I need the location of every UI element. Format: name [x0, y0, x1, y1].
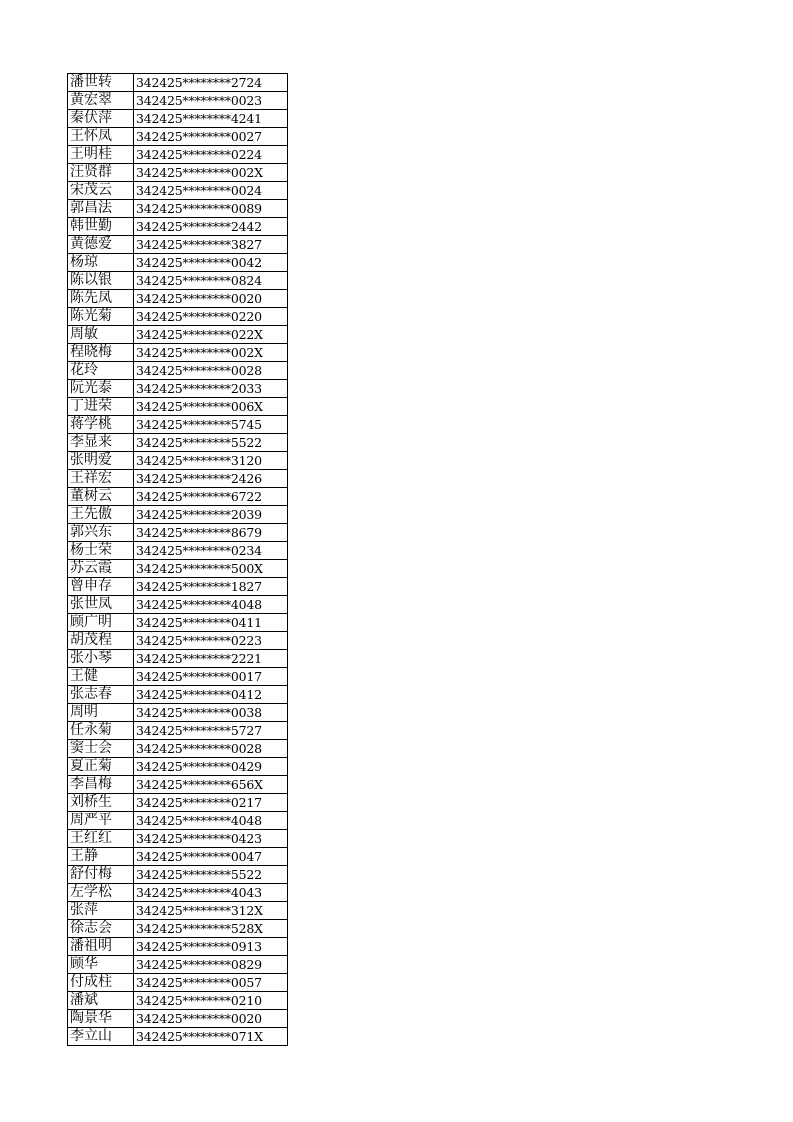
- name-cell[interactable]: 左学松: [68, 884, 134, 902]
- id-number-cell[interactable]: 342425********0829: [134, 956, 288, 974]
- name-cell[interactable]: 王怀凤: [68, 128, 134, 146]
- id-number-cell[interactable]: 342425********2442: [134, 218, 288, 236]
- table-row: [68, 182, 288, 200]
- table-row: [68, 542, 288, 560]
- id-number-cell[interactable]: 342425********0913: [134, 938, 288, 956]
- id-number-cell[interactable]: 342425********0220: [134, 308, 288, 326]
- name-cell[interactable]: 胡茂程: [68, 632, 134, 650]
- table-row: [68, 920, 288, 938]
- name-cell[interactable]: 黄德爱: [68, 236, 134, 254]
- id-number-cell[interactable]: 342425********0824: [134, 272, 288, 290]
- id-number-cell[interactable]: 342425********0038: [134, 704, 288, 722]
- table-row: [68, 218, 288, 236]
- name-cell[interactable]: 任永菊: [68, 722, 134, 740]
- id-number-cell[interactable]: 342425********0020: [134, 290, 288, 308]
- id-number-cell[interactable]: 342425********2039: [134, 506, 288, 524]
- table-row: [68, 164, 288, 182]
- id-number-cell[interactable]: 342425********2426: [134, 470, 288, 488]
- table-row: [68, 92, 288, 110]
- name-cell[interactable]: 潘斌: [68, 992, 134, 1010]
- name-cell[interactable]: 陈以银: [68, 272, 134, 290]
- table-row: [68, 470, 288, 488]
- table-row: [68, 578, 288, 596]
- id-number-cell[interactable]: 342425********500X: [134, 560, 288, 578]
- table-row: [68, 866, 288, 884]
- table-row: [68, 236, 288, 254]
- id-number-cell[interactable]: 342425********3827: [134, 236, 288, 254]
- name-cell[interactable]: 董树云: [68, 488, 134, 506]
- id-number-cell[interactable]: 342425********5522: [134, 866, 288, 884]
- name-cell[interactable]: 周敏: [68, 326, 134, 344]
- name-cell[interactable]: 郭兴东: [68, 524, 134, 542]
- name-cell[interactable]: 顾广明: [68, 614, 134, 632]
- table-row: [68, 398, 288, 416]
- name-cell[interactable]: 徐志会: [68, 920, 134, 938]
- name-cell[interactable]: 王明桂: [68, 146, 134, 164]
- table-row: [68, 380, 288, 398]
- id-number-cell[interactable]: 342425********022X: [134, 326, 288, 344]
- table-row: [68, 704, 288, 722]
- name-cell[interactable]: 花玲: [68, 362, 134, 380]
- id-number-cell[interactable]: 342425********656X: [134, 776, 288, 794]
- name-cell[interactable]: 宋茂云: [68, 182, 134, 200]
- name-cell[interactable]: 王红红: [68, 830, 134, 848]
- id-number-cell[interactable]: 342425********0057: [134, 974, 288, 992]
- name-cell[interactable]: 窦士会: [68, 740, 134, 758]
- table-row: [68, 848, 288, 866]
- id-number-cell[interactable]: 342425********2724: [134, 74, 288, 92]
- name-cell[interactable]: 张小琴: [68, 650, 134, 668]
- table-row: [68, 128, 288, 146]
- id-number-cell[interactable]: 342425********5727: [134, 722, 288, 740]
- name-cell[interactable]: 阮光泰: [68, 380, 134, 398]
- table-row: [68, 776, 288, 794]
- name-cell[interactable]: 张世凤: [68, 596, 134, 614]
- table-row: [68, 326, 288, 344]
- table-row: [68, 758, 288, 776]
- id-number-cell[interactable]: 342425********0024: [134, 182, 288, 200]
- id-number-cell[interactable]: 342425********8679: [134, 524, 288, 542]
- id-number-cell[interactable]: 342425********528X: [134, 920, 288, 938]
- table-row: [68, 668, 288, 686]
- name-cell[interactable]: 陈先凤: [68, 290, 134, 308]
- name-cell[interactable]: 夏正菊: [68, 758, 134, 776]
- table-row: [68, 74, 288, 92]
- id-number-cell[interactable]: 342425********0020: [134, 1010, 288, 1028]
- name-cell[interactable]: 李昌梅: [68, 776, 134, 794]
- id-number-cell[interactable]: 342425********2221: [134, 650, 288, 668]
- table-row: [68, 830, 288, 848]
- table-row: [68, 416, 288, 434]
- table-row: [68, 488, 288, 506]
- id-number-cell[interactable]: 342425********0217: [134, 794, 288, 812]
- name-cell[interactable]: 潘世转: [68, 74, 134, 92]
- id-number-cell[interactable]: 342425********002X: [134, 344, 288, 362]
- name-cell[interactable]: 陈光菊: [68, 308, 134, 326]
- name-cell[interactable]: 张志春: [68, 686, 134, 704]
- id-number-cell[interactable]: 342425********0234: [134, 542, 288, 560]
- name-cell[interactable]: 付成柱: [68, 974, 134, 992]
- id-number-cell[interactable]: 342425********0223: [134, 632, 288, 650]
- id-number-cell[interactable]: 342425********0028: [134, 740, 288, 758]
- table-row: [68, 812, 288, 830]
- name-cell[interactable]: 曾申存: [68, 578, 134, 596]
- id-number-cell[interactable]: 342425********006X: [134, 398, 288, 416]
- id-number-cell[interactable]: 342425********0023: [134, 92, 288, 110]
- name-cell[interactable]: 黄宏翠: [68, 92, 134, 110]
- id-number-cell[interactable]: 342425********0042: [134, 254, 288, 272]
- table-row: [68, 740, 288, 758]
- table-row: [68, 938, 288, 956]
- roster-table: [67, 73, 288, 1046]
- name-cell[interactable]: 顾华: [68, 956, 134, 974]
- table-row: [68, 650, 288, 668]
- name-cell[interactable]: 陶景华: [68, 1010, 134, 1028]
- name-cell[interactable]: 周严平: [68, 812, 134, 830]
- id-number-cell[interactable]: 342425********0028: [134, 362, 288, 380]
- table-row: [68, 452, 288, 470]
- id-number-cell[interactable]: 342425********1827: [134, 578, 288, 596]
- table-row: [68, 344, 288, 362]
- name-cell[interactable]: 张明爱: [68, 452, 134, 470]
- id-number-cell[interactable]: 342425********4048: [134, 596, 288, 614]
- name-cell[interactable]: 郭昌法: [68, 200, 134, 218]
- table-row: [68, 992, 288, 1010]
- id-number-cell[interactable]: 342425********002X: [134, 164, 288, 182]
- name-cell[interactable]: 潘祖明: [68, 938, 134, 956]
- table-row: [68, 902, 288, 920]
- name-cell[interactable]: 杨琼: [68, 254, 134, 272]
- id-number-cell[interactable]: 342425********0047: [134, 848, 288, 866]
- name-cell[interactable]: 苏云霞: [68, 560, 134, 578]
- roster-table-body: [68, 74, 288, 1046]
- id-number-cell[interactable]: 342425********3120: [134, 452, 288, 470]
- table-row: [68, 632, 288, 650]
- name-cell[interactable]: 蒋学桃: [68, 416, 134, 434]
- name-cell[interactable]: 杨士荣: [68, 542, 134, 560]
- table-row: [68, 434, 288, 452]
- table-row: [68, 596, 288, 614]
- id-number-cell[interactable]: 342425********0089: [134, 200, 288, 218]
- id-number-cell[interactable]: 342425********4043: [134, 884, 288, 902]
- table-row: [68, 308, 288, 326]
- name-cell[interactable]: 张萍: [68, 902, 134, 920]
- id-number-cell[interactable]: 342425********071X: [134, 1028, 288, 1046]
- table-row: [68, 110, 288, 128]
- name-cell[interactable]: 王先傲: [68, 506, 134, 524]
- table-row: [68, 974, 288, 992]
- name-cell[interactable]: 秦伏萍: [68, 110, 134, 128]
- id-number-cell[interactable]: 342425********0423: [134, 830, 288, 848]
- id-number-cell[interactable]: 342425********0412: [134, 686, 288, 704]
- name-cell[interactable]: 刘桥生: [68, 794, 134, 812]
- table-row: [68, 794, 288, 812]
- id-number-cell[interactable]: 342425********0027: [134, 128, 288, 146]
- name-cell[interactable]: 程晓梅: [68, 344, 134, 362]
- name-cell[interactable]: 韩世勤: [68, 218, 134, 236]
- id-number-cell[interactable]: 342425********0224: [134, 146, 288, 164]
- table-row: [68, 254, 288, 272]
- table-row: [68, 722, 288, 740]
- table-row: [68, 272, 288, 290]
- table-row: [68, 146, 288, 164]
- table-row: [68, 1010, 288, 1028]
- table-row: [68, 362, 288, 380]
- name-cell[interactable]: 王静: [68, 848, 134, 866]
- name-cell[interactable]: 舒付梅: [68, 866, 134, 884]
- id-number-cell[interactable]: 342425********4048: [134, 812, 288, 830]
- id-number-cell[interactable]: 342425********0210: [134, 992, 288, 1010]
- name-cell[interactable]: 周明: [68, 704, 134, 722]
- id-number-cell[interactable]: 342425********0017: [134, 668, 288, 686]
- id-number-cell[interactable]: 342425********6722: [134, 488, 288, 506]
- name-cell[interactable]: 王祥宏: [68, 470, 134, 488]
- id-number-cell[interactable]: 342425********312X: [134, 902, 288, 920]
- table-row: [68, 686, 288, 704]
- table-row: [68, 290, 288, 308]
- name-cell[interactable]: 李显来: [68, 434, 134, 452]
- table-row: [68, 560, 288, 578]
- table-row: [68, 614, 288, 632]
- table-row: [68, 506, 288, 524]
- id-number-cell[interactable]: 342425********5745: [134, 416, 288, 434]
- id-number-cell[interactable]: 342425********4241: [134, 110, 288, 128]
- table-row: [68, 524, 288, 542]
- table-row: [68, 1028, 288, 1046]
- table-row: [68, 200, 288, 218]
- id-number-cell[interactable]: 342425********0429: [134, 758, 288, 776]
- id-number-cell[interactable]: 342425********5522: [134, 434, 288, 452]
- id-number-cell[interactable]: 342425********0411: [134, 614, 288, 632]
- name-cell[interactable]: 王健: [68, 668, 134, 686]
- id-number-cell[interactable]: 342425********2033: [134, 380, 288, 398]
- table-row: [68, 884, 288, 902]
- table-row: [68, 956, 288, 974]
- name-cell[interactable]: 李立山: [68, 1028, 134, 1046]
- name-cell[interactable]: 丁进荣: [68, 398, 134, 416]
- name-cell[interactable]: 汪贤群: [68, 164, 134, 182]
